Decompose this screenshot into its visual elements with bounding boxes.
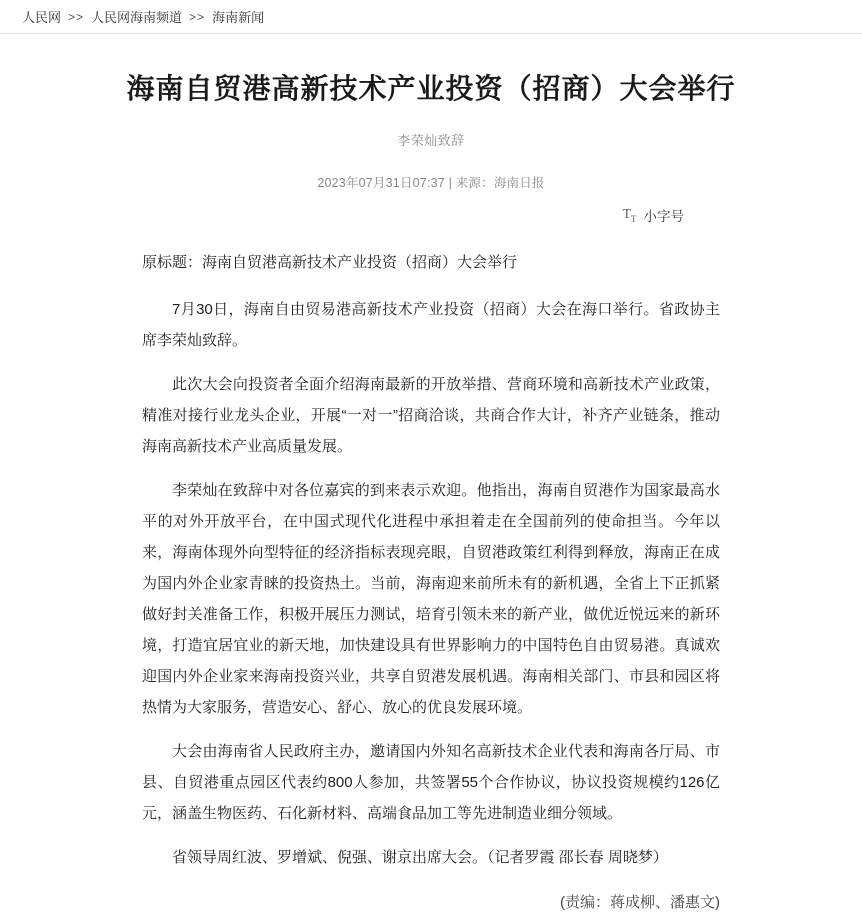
article-subhead: 李荣灿致辞 [397, 132, 465, 148]
article-body [142, 247, 720, 918]
article-paragraph: 此次大会向投资者全面介绍海南最新的开放举措、营商环境和高新技术产业政策，精准对接行业龙头企业，开展“一对一”招商洽谈，共商合作大计，补齐产业链条，推动海南高新技术产业高质量发展。 [142, 375, 720, 455]
article-meta: 2023年07月31日07:37 | 来源：海南日报 [317, 175, 545, 190]
article-paragraph: 大会由海南省人民政府主办，邀请国内外知名高新技术企业代表和海南各厅局、市县、自贸港重点园区代表约800人参加，共签署55个合作协议，协议投资规模约126亿元，涵盖生物医药、石化新材料、高端食品加工等先进制造业细分领域。 [142, 742, 720, 822]
font-size-control[interactable] [0, 205, 684, 225]
original-title: 原标题：海南自贸港高新技术产业投资（招商）大会举行 [142, 253, 518, 271]
breadcrumb-item-2[interactable]: 海南新闻 [212, 10, 265, 25]
article-paragraph: 李荣灿在致辞中对各位嘉宾的到来表示欢迎。他指出，海南自贸港作为国家最高水平的对外开放平台，在中国式现代化进程中承担着走在全国前列的使命担当。今年以来，海南体现外向型特征的经济指标表现亮眼，自贸港政策红利得到释放，海南正在成为国内外企业家青睐的投资热土。当前，海南迎来前所未有的新机遇，全省上下正抓紧做好封关准备工作，积极开展压力测试，培育引领未来的新产业，做优近悦远来的新环境，打造宜居宜业的新天地，加快建设具有世界影响力的中国特色自由贸易港。真诚欢迎国内外企业家来海南投资兴业，共享自贸港发展机遇。海南相关部门、市县和园区将热情为大家服务，营造安心、舒心、放心的优良发展环境。 [142, 481, 720, 716]
text-size-icon: $T_T$ [622, 206, 637, 224]
font-size-label[interactable]: 小字号 [643, 208, 684, 224]
breadcrumb [0, 0, 862, 34]
editor-note: (责编：蒋成柳、潘惠文) [560, 893, 720, 911]
article-paragraph: 7月30日，海南自由贸易港高新技术产业投资（招商）大会在海口举行。省政协主席李荣灿致辞。 [142, 300, 720, 349]
breadcrumb-item-0[interactable]: 人民网 [22, 10, 62, 25]
page-title: 海南自贸港高新技术产业投资（招商）大会举行 [126, 73, 736, 104]
article [0, 70, 862, 918]
breadcrumb-separator: >> [68, 9, 85, 24]
breadcrumb-item-1[interactable]: 人民网海南频道 [91, 10, 183, 25]
article-paragraph: 省领导周红波、罗增斌、倪强、谢京出席大会。（记者罗霞 邵长春 周晓梦） [172, 848, 668, 866]
breadcrumb-separator: >> [189, 9, 206, 24]
